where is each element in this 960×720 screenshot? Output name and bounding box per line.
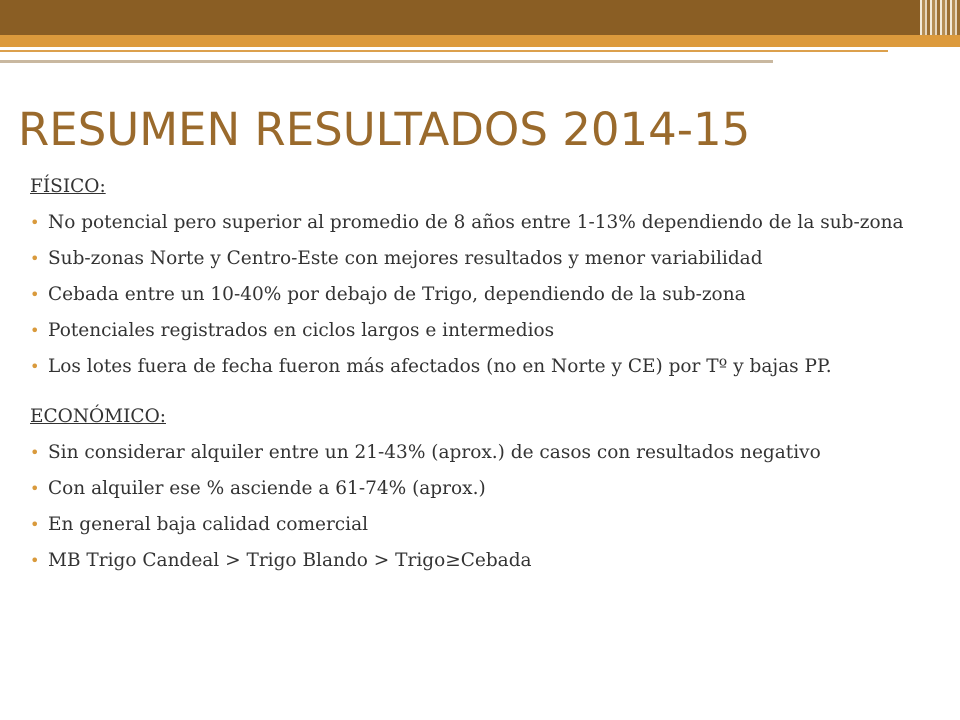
header-accent-line bbox=[0, 50, 888, 52]
section-heading-economico: ECONÓMICO: bbox=[30, 406, 166, 427]
bullet-icon: • bbox=[30, 551, 40, 570]
list-item bbox=[30, 318, 945, 343]
header-banner bbox=[0, 0, 960, 35]
bullet-icon: • bbox=[30, 515, 40, 534]
bullet-icon: • bbox=[30, 285, 40, 304]
list-item-text: Potenciales registrados en ciclos largos e intermedios bbox=[48, 320, 555, 341]
list-item-text: Sub-zonas Norte y Centro-Este con mejores resultados y menor variabilidad bbox=[48, 248, 763, 269]
list-item-text: Con alquiler ese % asciende a 61-74% (aprox.) bbox=[48, 478, 486, 499]
bullet-icon: • bbox=[30, 357, 40, 376]
list-item-text: No potencial pero superior al promedio de 8 años entre 1-13% dependiendo de la sub-zona bbox=[48, 212, 904, 233]
bullet-icon: • bbox=[30, 479, 40, 498]
list-item-text: MB Trigo Candeal > Trigo Blando > Trigo≥Cebada bbox=[48, 550, 532, 571]
list-item-text: Sin considerar alquiler entre un 21-43% (aprox.) de casos con resultados negativo bbox=[48, 442, 821, 463]
list-item bbox=[30, 512, 945, 537]
bullet-list-fisico bbox=[30, 210, 945, 379]
list-item-text: En general baja calidad comercial bbox=[48, 514, 369, 535]
list-item bbox=[30, 476, 945, 501]
list-item bbox=[30, 282, 945, 307]
slide-title: RESUMEN RESULTADOS 2014-15 bbox=[18, 103, 751, 156]
list-item bbox=[30, 354, 945, 379]
bullet-icon: • bbox=[30, 213, 40, 232]
header-stripes bbox=[920, 0, 960, 35]
list-item-text: Cebada entre un 10-40% por debajo de Trigo, dependiendo de la sub-zona bbox=[48, 284, 746, 305]
bullet-icon: • bbox=[30, 443, 40, 462]
section-heading-fisico: FÍSICO: bbox=[30, 176, 106, 197]
list-item bbox=[30, 246, 945, 271]
bullet-list-economico bbox=[30, 440, 945, 573]
bullet-icon: • bbox=[30, 249, 40, 268]
header-shadow-line bbox=[0, 60, 773, 63]
slide-body bbox=[30, 174, 945, 584]
list-item bbox=[30, 548, 945, 573]
header-accent-band bbox=[0, 35, 960, 47]
list-item bbox=[30, 210, 945, 235]
list-item-text: Los lotes fuera de fecha fueron más afectados (no en Norte y CE) por Tº y bajas PP. bbox=[48, 356, 832, 377]
list-item bbox=[30, 440, 945, 465]
bullet-icon: • bbox=[30, 321, 40, 340]
